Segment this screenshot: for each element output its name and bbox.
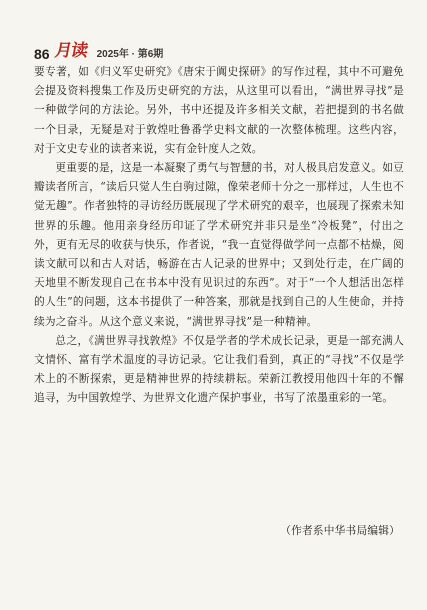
paragraph-3: 总之，《满世界寻找敦煌》不仅是学者的学术成长记录，更是一部充满人文情怀、富有学术温度的寻访记录。它让我们看到，真正的“寻找”不仅是学术上的不断探索，更是精神世界的持续耕耘。荣新江教授用他四十年的不懈追寻，为中国敦煌学、为世界文化遗产保护事业，书写了浓墨重彩的一笔。: [34, 333, 404, 405]
author-byline: （作者系中华书局编辑）: [280, 524, 400, 537]
page-number: 86: [34, 46, 50, 62]
issue-label: 2025年 · 第6期: [96, 49, 164, 60]
article-body: [34, 62, 404, 408]
page-header: [34, 40, 163, 62]
magazine-logo: [52, 40, 93, 62]
paragraph-2: 更重要的是，这是一本凝聚了勇气与智慧的书，对人极具启发意义。如豆瓣读者所言，“读后只觉人生白驹过隙，像荣老师十分之一那样过，人生也不觉无趣”。作者独特的寻访经历既展现了学术研究的艰辛，也展现了探索未知世界的乐趣。他用亲身经历印证了学术研究并非只是坐“冷板凳”，付出之外，更有无尽的收获与快乐，作者说，“我一直觉得做学问一点都不枯燥，阅读文献可以和古人对话，畅游在古人记录的世界中；又到处行走，在广阔的天地里不断发现自己在书本中没有见识过的东西”。对于“一个人想活出怎样的人生”的问题，这本书提供了一种答案，那就是找到自己的人生使命，并持续为之奋斗。从这个意义来说，“满世界寻找”是一种精神。: [34, 161, 404, 328]
paragraph-1: 要专著，如《归义军史研究》《唐宋于阗史探研》的写作过程，其中不可避免会提及资料搜集工作及历史研究的方法，从这里可以看出，“满世界寻找”是一种做学问的方法论。另外，书中还提及许多相关文献，若把提到的书名做一个目录，无疑是对于敦煌吐鲁番学史料文献的一次整体梳理。这些内容，对于文史专业的读者来说，实有金针度人之效。: [34, 65, 404, 155]
magazine-logo-text: 月读: [52, 41, 89, 61]
